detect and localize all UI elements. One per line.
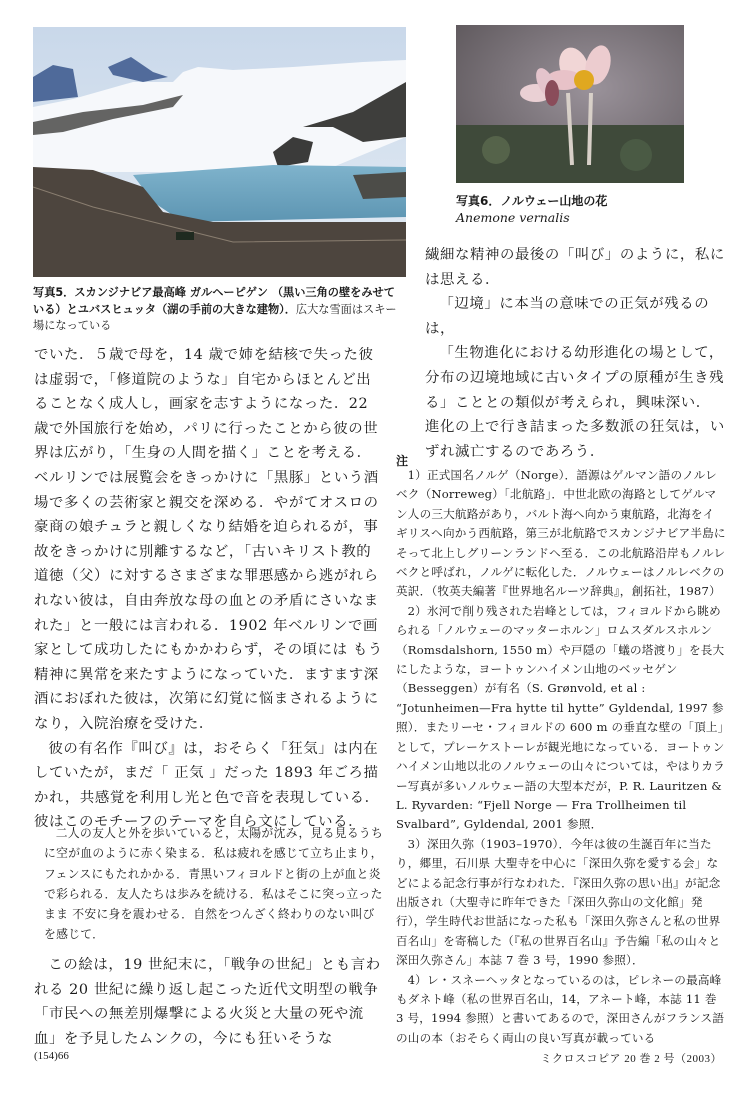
note-item: 4）レ・スネーヘッタとなっているのは，ピレネーの最高峰もダネト峰（私の世界百名山，14，アネート峰，本誌 11 巻 3 号，1994 参照）と書いてあるので，深田さんがフランス語の山の本（おそらく両山の良い写真が載っている xyxy=(396,972,725,1045)
photo-anemone xyxy=(456,25,684,183)
note-item: 1）正式国名ノルゲ（Norge）．語源はゲルマン語のノルレベク（Norreweg）「北航路」．中世北欧の海路としてゲルマン人の三大航路があり，バルト海へ向かう東航路，北海をイギリスへ向かう西航路，第三が北航路でスカンジナビア半島にそって北上しグリーンランドへ至る．この北航路沿岸もノルレベクと呼ばれ，ノルゲに転化した．ノルウェーはノルレベクの英訳．（牧英夫編著『世界地名ルーツ辞典』，創拓社，1987） xyxy=(396,468,726,599)
paragraph-quote xyxy=(425,341,725,464)
note-item: 3）深田久弥（1903–1970）．今年は彼の生誕百年に当たり，郷里，石川県 大聖寺を中心に「深田久弥を愛する会」などによる記念行事が行なわれた．『深田久弥の思い出』が記念出版され（大聖寺に昨年できた「深田久弥山の文化館」発行），学生時代お世話になった私も「深田久弥さんと私の世界百名山」を寄稿した（『私の世界百名山』予告編「私の山々と深田久弥さん」本誌 7 巻 3 号，1990 参照）． xyxy=(396,836,721,968)
paragraph-rest: こととの類似が考えられ，興味深い．進化の上で行き詰まった多数派の狂気は，いずれ滅亡するのであろう． xyxy=(425,394,725,460)
photo5-caption xyxy=(33,285,405,335)
photo5-caption-title: 写真5．スカンジナビア最高峰 ガルヘーピゲン （黒い三角の壁をみせている）とユバスヒュッタ（湖の手前の大きな建物）． xyxy=(33,286,395,316)
leaf-cluster xyxy=(620,139,652,171)
photo6-species-name: Anemone vernalis xyxy=(456,210,570,225)
photo5-caption-rest: 広大な雪面はスキー場になっている xyxy=(33,302,397,332)
photo-mountain-lake xyxy=(33,27,406,277)
paragraph-start: 「辺境」に本当の意味での正気が残るのは， xyxy=(425,296,710,337)
paragraph: でいた．５歳で母を，14 歳で姉を結核で失った彼は虚弱で，「修道院のような」自宅からほとんど出ることなく成人し，画家を志すようになった．22 歳で外国旅行を始め，パリに行ったことから彼の世界は広がり，「生身の人間を描く」ことを考える．ベルリンでは展覧会をきっかけに「黒豚」という酒場で多くの芸術家と親交を深める．やがてオスロの豪商の娘チュラと親しくなり結婚を迫られるが，事故をきっかけに別離するなど，「古いキリスト教的道徳（父）に対するさまざまな罪悪感から逃がれられない彼は，自由奔放な母の血との矛盾にさいなまれた」と一般には言われる．1902 年ベルリンで画家として成功したにもかかわらず，その頃には もう精神に異常を来たすようになっていた．ますます深酒におぼれた彼は，次第に幻覚に悩まされるようになり，入院治療を受けた． xyxy=(34,347,383,732)
notes-list xyxy=(396,466,726,1048)
paragraph: この絵は，19 世紀末に，「戦争の世紀」とも言われる 20 世紀に繰り返し起こった近代文明型の戦争「市民への無差別爆撃による火災と大量の死や流血」を予見したムンクの，今にも狂いそうな xyxy=(34,957,381,1047)
notes-heading: 注 xyxy=(396,454,409,468)
paragraph: 彼の有名作『叫び』は，おそらく「狂気」は内在していたが，まだ「 正気 」だった 1893 年ごろ描かれ，共感覚を利用し光と色で音を表現している．彼はこのモチーフのテーマを自ら文にしている． xyxy=(34,740,380,831)
evolution-quote: 「生物進化における幼形進化の場として，分布の辺境地域に古いタイプの原種が生き残る」 xyxy=(425,345,725,411)
journal-citation: ミクロスコピア 20 巻 2 号（2003） xyxy=(540,1053,722,1065)
paragraph: 繊細な精神の最後の「叫び」のように，私には思える． xyxy=(425,247,725,288)
landscape-illustration xyxy=(33,27,406,277)
note-item: 2）氷河で削り残された岩峰としては，フィヨルドから眺められる「ノルウェーのマッターホルン」ロムスダルスホルン（Romsdalshorn, 1550 m）や戸隠の「蟻の塔渡り」を長大にしたような，ヨートゥンハイメン山地のベッセゲン（Besseggen）が有名（S. Grønvold, et al : “Jotunheimen—Fra hytte til hytte” Gyldendal, 1997 参照）．またリーセ・フィヨルドの 600 m の垂直な壁の「頂上」として，プレーケストーレが観光地になっている．ヨートゥンハイメン山地以北のノルウェーの山々については，やはりカラー写真が多いノルウェー語の大型本だが，P. R. Lauritzen & L. Ryvarden: “Fjell Norge — Fra Trollheimen til Svalbard”, Gyldendal, 2001 参照． xyxy=(396,603,725,832)
left-column-closing xyxy=(34,953,386,1051)
leaf-cluster xyxy=(482,136,510,164)
page-number: (154)66 xyxy=(34,1050,69,1062)
quote-text: 二人の友人と外を歩いていると，太陽が沈み，見る見るうちに空が血のように赤く染まる．私は疲れを感じて立ち止まり，フェンスにもたれかかる．青黒いフィヨルドと街の上が血と炎で彩られる．友人たちは歩みを続ける．私はそこに突っ立ったまま 不安に身を震わせる．自然をつんざく終わりのない叫びを感じて． xyxy=(44,826,384,942)
stem xyxy=(589,93,591,165)
right-column-body xyxy=(425,243,725,464)
photo6-caption xyxy=(456,193,716,226)
hut-juvasshytta xyxy=(176,232,194,240)
scream-quote xyxy=(44,823,386,945)
left-column-body xyxy=(34,343,386,835)
photo6-caption-title: 写真6．ノルウェー山地の花 xyxy=(456,194,608,208)
flower-illustration xyxy=(456,25,684,183)
